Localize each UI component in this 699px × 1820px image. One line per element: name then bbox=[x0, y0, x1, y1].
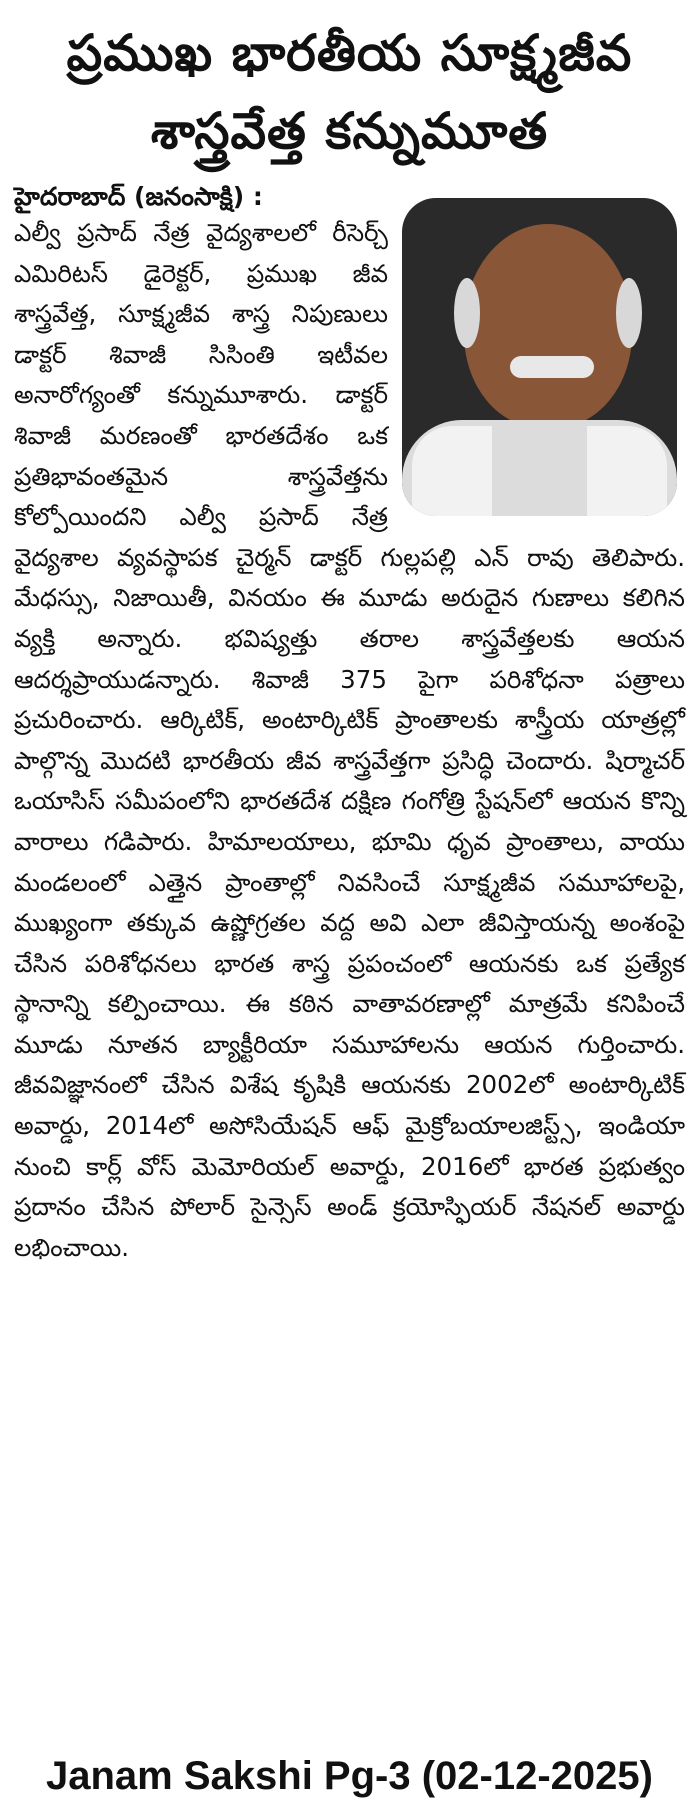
headline-line-1: ప్రముఖ భారతీయ సూక్ష్మజీవ bbox=[66, 24, 633, 82]
dateline: హైదరాబాద్‌ (జనంసాక్షి) : bbox=[14, 182, 263, 211]
portrait-coat-left bbox=[412, 426, 492, 516]
headline-line-2: శాస్త్రవేత్త కన్నుమూత bbox=[150, 102, 549, 160]
article-body: ఎల్వీ ప్రసాద్‌ నేత్ర వైద్యశాలలో రీసెర్చ్‌ ఎమిరిటస్‌ డైరెక్టర్‌, ప్రముఖ జీవ శాస్త్రవేత్త, సూక్ష్మజీవ శాస్త్ర నిపుణులు డాక్టర్‌ శివాజీ సిసింతి ఇటీవల అనారోగ్యంతో కన్నుమూశారు. డాక్టర్‌ శివాజీ మరణంతో భారతదేశం ఒక ప్రతిభావంతమైన శాస్త్రవేత్తను కోల్పోయిందని ఎల్వీ ప్రసాద్‌ నేత్ర వైద్యశాల వ్యవస్థాపక చైర్మన్‌ డాక్టర్‌ గుల్లపల్లి ఎన్‌ రావు తెలిపారు. మేధస్సు, నిజాయితీ, వినయం ఈ మూడు అరుదైన గుణాలు కలిగిన వ్యక్తి అన్నారు. భవిష్యత్తు తరాల శాస్త్రవేత్తలకు ఆయన ఆదర్శప్రాయుడన్నారు. శివాజీ 375 పైగా పరిశోధనా పత్రాలు ప్రచురించారు. ఆర్కిటిక్‌, అంటార్కిటిక్‌ ప్రాంతాలకు శాస్త్రీయ యాత్రల్లో పాల్గొన్న మొదటి భారతీయ జీవ శాస్త్రవేత్తగా ప్రసిద్ధి చెందారు. షిర్మాచర్‌ ఒయాసిస్‌ సమీపంలోని భారతదేశ దక్షిణ గంగోత్రి స్టేషన్‌లో ఆయన కొన్ని వారాలు గడిపారు. హిమాలయాలు, భూమి ధృవ ప్రాంతాలు, వాయు మండలంలో ఎత్తైన ప్రాంతాల్లో నివసించే సూక్ష్మజీవ సమూహాలపై, ముఖ్యంగా తక్కువ ఉష్ణోగ్రతల వద్ద అవి ఎలా జీవిస్తాయన్న అంశంపై చేసిన పరిశోధనలు భారత శాస్త్ర ప్రపంచంలో ఆయనకు ఒక ప్రత్యేక స్థానాన్ని కల్పించాయి. ఈ కఠిన వాతావరణాల్లో మాత్రమే కనిపించే మూడు నూతన బ్యాక్టీరియా సమూహాలను ఆయన గుర్తించారు. జీవవిజ్ఞానంలో చేసిన విశేష కృషికి ఆయనకు 2002లో అంటార్కిటిక్‌ అవార్డు, 2014లో అసోసియేషన్‌ ఆఫ్‌ మైక్రోబయాలజిస్ట్స్‌, ఇండియా నుంచి కార్ల్‌ వోస్‌ మెమోరియల్‌ అవార్డు, 2016లో భారత ప్రభుత్వం ప్రదానం చేసిన పోలార్‌ సైన్సెస్‌ అండ్‌ క్రయోస్ఫియర్‌ నేషనల్‌ అవార్డు లభించాయి. bbox=[14, 218, 685, 1262]
portrait-coat-right bbox=[587, 426, 667, 516]
portrait-hair-right bbox=[616, 278, 642, 348]
headline bbox=[14, 0, 685, 170]
source-caption: Janam Sakshi Pg-3 (02-12-2025) bbox=[46, 1754, 653, 1798]
portrait-photo bbox=[402, 198, 677, 516]
article bbox=[14, 180, 685, 1268]
portrait-face bbox=[464, 224, 632, 428]
portrait-mustache bbox=[510, 356, 594, 378]
portrait-hair-left bbox=[454, 278, 480, 348]
